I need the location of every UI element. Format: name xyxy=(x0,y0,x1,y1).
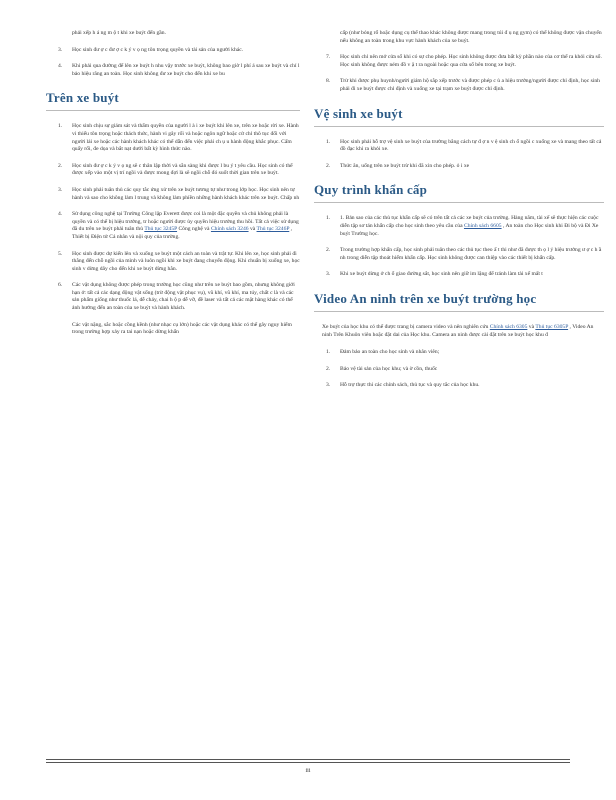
item-number: 1. xyxy=(58,123,63,130)
item-number: 7. xyxy=(326,54,331,61)
item-text-tail: , An toàn cho Học sinh khi Đi bộ và Đi Xe buýt Trường học. xyxy=(340,222,599,237)
item-text: Trừ khi được phụ huynh/người giám hộ sắp xếp trước và được phép c ủ a hiệu trưởng/người được chỉ định, học sinh phải đi xe buýt được chỉ định và xuống xe tại trạm xe buýt được chỉ định. xyxy=(340,78,600,92)
item-number: 3. xyxy=(58,186,63,193)
item-number: 2. xyxy=(326,365,331,372)
item-text: Hỗ trợ thực thi các chính sách, thủ tục và quy tắc của học khu. xyxy=(340,382,480,389)
item-number: 3. xyxy=(58,46,63,53)
item-text: cấp (như bóng rổ hoặc dụng cụ thể thao khác không được mang trong túi đ ụ ng gym) có thể không được vận chuyển nếu không an toàn trong khu vực hành khách của xe buýt. xyxy=(340,30,602,44)
item-text-lead: Sử dụng công nghệ tại Trường Công lập Everett được coi là một đặc quyền và chủ không phải là quyền và có thể bị hiệu trưởng, tr hoặc người được ủy quyền hiệu trưởng thu hồi. Tất cả việc sử dụng đã du trên xe buýt phải tuân thủ xyxy=(72,211,299,233)
item-text-mid: và xyxy=(249,226,257,233)
item-number: 1. xyxy=(326,215,331,222)
item-text: Trong trường hợp khẩn cấp, học sinh phải tuân theo các thủ tục theo ấ t thi như đã được th ọ l ý hiệu trưởng ư ợ c h ầ nh trong diễn tập thoát hiểm khẩn cấp. Học sinh không được can thiệp vào các thiết bị khẩn cấp. xyxy=(340,247,602,261)
item-number: 1. xyxy=(326,138,331,145)
item-text: Học sinh chịu sự giám sát và thẩm quyền của người l à i xe buýt khi lên xe, trên xe hoặc rời xe. Hành vi thiếu tôn trọng hoặc thách thức, hành vi gây rối và hoặc ngôn ngữ hoặc cử chỉ thô tục đối với người lái xe hoặc các hành khách khác có thể dẫn đến việc phải ch ụ u hành động khắc phục. Cấm quấy rối, đe dọa và bắt nạt dưới bất kỳ hình thức nào. xyxy=(72,123,299,153)
list-item xyxy=(314,54,604,69)
list-item xyxy=(314,271,604,279)
item-text: Khi xe buýt dừng ở ch ổ giao đường sắt, học sinh nên giữ im lặng để tránh làm tài xế mất t xyxy=(340,271,543,278)
intro-text-lead: Xe buýt của học khu có thể được trang bị camera video và nên nghiên cứu xyxy=(322,323,489,330)
policy-link-6305p[interactable]: Thủ tục 6305P xyxy=(535,323,569,330)
list-item xyxy=(314,247,604,262)
item-text xyxy=(340,215,604,238)
item-number: 4. xyxy=(58,63,63,70)
list-item xyxy=(314,78,604,93)
item-text: Học sinh phải hỗ trợ vệ sinh xe buýt của trường bằng cách tự đ ợ n v ệ sinh ch ổ ngồi c xuống xe và mang theo tất cả đồ đạc khi ra khỏi xe. xyxy=(340,138,602,153)
item-text: Đảm bảo an toàn cho học sinh và nhân viên; xyxy=(340,349,440,356)
section-heading-security-video: Video An ninh trên xe buýt trường học xyxy=(314,290,537,306)
policy-link-3246p[interactable]: Thủ tục 3246P xyxy=(256,226,290,233)
item-number: 3. xyxy=(326,382,331,389)
item-number: 1. xyxy=(326,349,331,356)
item-text: Học sinh được dự kiến lên và xuống xe buýt một cách an toàn và trật tự. Khi lên xe, học sinh phải đi thẳng đến chỗ ngồi của mình và luôn ngồi khi xe buýt đang chuyển động. Khi chuẩn bị xuống xe, học sinh v dừng dây cho đến khi xe buýt dừng hẳn. xyxy=(72,250,300,272)
security-video-list xyxy=(314,349,604,390)
section-heading-on-bus: Trên xe buýt xyxy=(46,90,119,106)
list-item xyxy=(314,366,604,374)
item-text: Học sinh đư ợ c k ý v ọ ng sẽ c thân lập thời và sẵn sàng khi được l bu ý t yêu cầu. Học sinh có thể được xếp vào một vị trí ngồi và được mong đợi là sẽ ngồi chỗ đó suốt thời gian trên xe buýt. xyxy=(72,162,293,177)
list-item xyxy=(314,139,604,154)
list-item xyxy=(46,30,300,38)
list-item xyxy=(46,322,300,337)
left-column xyxy=(46,30,300,346)
right-column xyxy=(314,30,604,399)
section-heading-emergency: Quy trình khẩn cấp xyxy=(314,182,428,198)
list-item xyxy=(46,187,300,202)
item-text-mid: Công nghệ và xyxy=(178,226,211,233)
intro-text-mid: và xyxy=(528,323,536,330)
policy-link-6305[interactable]: Chính sách 6305 xyxy=(489,323,528,330)
section-heading-bus-cleaning: Vệ sinh xe buýt xyxy=(314,105,403,121)
item-text: Học sinh phải tuân thủ các quy tắc ứng xử trên xe buýt tương tự như trong lớp học. Học sinh nên tự hành và sao cho không làm l trung và không làm phiền những hành khách khác trên xe buýt. Chấp nh xyxy=(72,186,300,201)
item-number: 5. xyxy=(58,250,63,257)
item-number: 2. xyxy=(326,247,331,254)
item-number: 4. xyxy=(58,211,63,218)
on-bus-list xyxy=(46,123,300,336)
list-item xyxy=(46,211,300,241)
item-text-lead: 1. Bản sao của các thủ tục khẩn cấp sẽ có trên tất cả các xe buýt của trường. Hàng năm, tài xế sẽ thực hiện các cuộc diễn tập sơ tán khẩn cấp cho học sinh theo yêu cầu của xyxy=(340,215,599,229)
intro-text-tail: , Video An ninh Trên Khuôn viên hoặc đặt dai của Học khu. Camera an ninh được cài đặt trên xe buýt học khu đ xyxy=(322,323,594,338)
policy-link-6605[interactable]: Chính sách 6605 xyxy=(463,222,502,229)
right-top-list xyxy=(314,30,604,94)
item-text: Khi phải qua đường để lên xe buýt h nhu vậy trước xe buýt, không bao giờ l phí á sau xe buýt và chỉ l bảo hiệu răng an toàn. Học sinh không đư xe buýt cho đến khi xe bu xyxy=(72,63,300,77)
security-video-intro xyxy=(314,324,604,339)
policy-link-3245p[interactable]: Thủ tục 3245P xyxy=(144,226,178,233)
footer-rule-bottom xyxy=(46,762,570,763)
list-item xyxy=(314,382,604,390)
item-text-tail: , Thiết bị Điện tử Cá nhân và nội quy của trường. xyxy=(72,226,293,240)
emergency-list xyxy=(314,215,604,279)
item-text: phải xếp h á ng m ộ t khi xe buýt đến gần. xyxy=(72,30,166,36)
list-item xyxy=(46,123,300,153)
list-item xyxy=(46,251,300,274)
policy-link-3246[interactable]: Chính sách 3246 xyxy=(210,226,249,233)
item-text xyxy=(72,211,300,241)
item-text: Thức ăn, uống trên xe buýt trừ khi đã xin cho phép. ỏ i xe xyxy=(340,162,470,169)
heading-rule xyxy=(314,202,604,203)
list-item xyxy=(46,163,300,178)
item-number: 2. xyxy=(326,162,331,169)
item-number: 3. xyxy=(326,271,331,278)
item-text: Học sinh đư ợ c đư ợ c k ý v ọ ng tôn trọng quyền và tài sản của người khác. xyxy=(72,46,244,53)
item-number xyxy=(46,30,72,38)
list-item xyxy=(314,163,604,171)
item-text: Các vật nặng, sắc hoặc cồng kềnh (như nhạc cụ lớn) hoặc các vật dụng khác có thể gây nguy hiểm trong trường hợp xảy ra tai nạn hoặc dừng khẩn xyxy=(72,321,292,336)
list-item xyxy=(314,30,604,45)
heading-rule xyxy=(314,126,604,127)
item-number xyxy=(314,30,340,45)
item-number: 2. xyxy=(58,162,63,169)
item-number: 8. xyxy=(326,78,331,85)
list-item xyxy=(46,282,300,312)
heading-rule xyxy=(46,110,300,111)
item-text: Bảo vệ tài sản của học khu; và ờ cồn, thuốc xyxy=(340,365,438,372)
heading-rule xyxy=(314,311,604,312)
left-top-list xyxy=(46,30,300,78)
page-number: iii xyxy=(305,768,311,774)
item-number xyxy=(46,322,72,337)
bus-cleaning-list xyxy=(314,139,604,171)
list-item xyxy=(46,47,300,55)
item-text: Các vật dụng không được phép trong trường học cũng như trên xe buýt bao gồm, nhưng không giới hạn ở: tất cả các dạng động vật sống (trừ động vật phục vụ), vũ khí, vũ khí, ma túy, chất c là và các sản phẩm giống như thuốc lá, dễ cháy, chai h ộ p dễ vỡ, đề laser và tất cả các mặt hàng khác có thể ảnh hưởng đến an toàn của xe buýt và hành khách. xyxy=(72,282,295,312)
list-item xyxy=(314,349,604,357)
item-text: Học sinh chỉ nên mở cửa sổ khi có sự cho phép. Học sinh không được đưa bất kỳ phần nào của cơ thể ra khỏi cửa sổ. Học sinh không được ném đồ v ậ t ra ngoài hoặc qua cửa sổ bên trong xe buýt. xyxy=(340,54,602,68)
list-item xyxy=(314,215,604,238)
footer-rule-top xyxy=(46,759,570,760)
list-item xyxy=(46,63,300,78)
item-number: 6. xyxy=(58,282,63,289)
